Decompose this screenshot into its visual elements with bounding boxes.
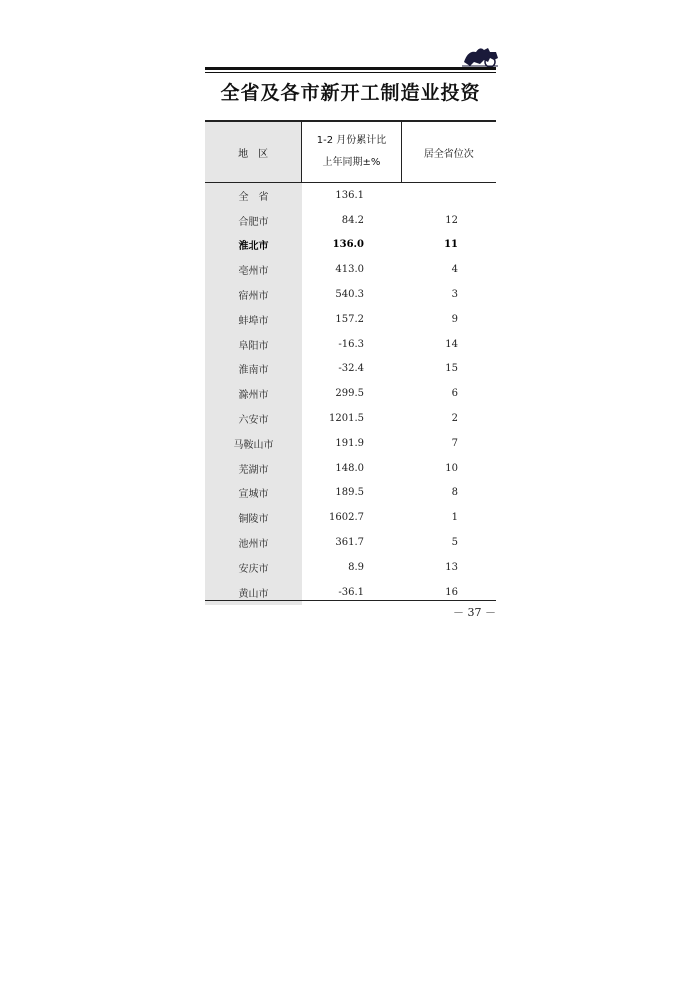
table-body (205, 183, 496, 605)
cell-value: 1201.5 (329, 413, 364, 425)
cell-region: 蚌埠市 (205, 307, 302, 332)
cell-value: 157.2 (335, 313, 364, 325)
cell-rank: 16 (445, 586, 458, 598)
table-bottom-rule (205, 600, 496, 601)
cell-value: 361.7 (335, 537, 364, 549)
cell-rank: 8 (451, 487, 458, 499)
cell-region: 六安市 (205, 406, 302, 431)
cell-value: 136.0 (332, 239, 364, 251)
investment-table (205, 120, 496, 605)
table-row (205, 307, 496, 332)
cell-rank: 2 (451, 413, 458, 425)
page-title: 全省及各市新开工制造业投资 (220, 82, 481, 104)
cell-value: -32.4 (338, 363, 364, 375)
cell-rank: 13 (445, 561, 458, 573)
cell-region: 芜湖市 (205, 456, 302, 481)
cell-rank: 3 (451, 289, 458, 301)
cell-rank: 9 (451, 313, 458, 325)
cell-value: 299.5 (335, 388, 364, 400)
table-row (205, 456, 496, 481)
table-header-row (205, 120, 496, 183)
cell-value: 189.5 (335, 487, 364, 499)
cell-value: 191.9 (335, 437, 364, 449)
cell-region: 淮北市 (205, 233, 302, 258)
cell-rank: 1 (451, 512, 458, 524)
table-row (205, 431, 496, 456)
table-row (205, 481, 496, 506)
cell-value: -16.3 (338, 338, 364, 350)
table-row (205, 257, 496, 282)
table-row (205, 381, 496, 406)
header-region: 地 区 (205, 122, 301, 182)
cell-region: 亳州市 (205, 257, 302, 282)
cell-value: 148.0 (335, 462, 364, 474)
header-rule-thin (205, 72, 496, 73)
header-value-line1: 1-2 月份累计比 (316, 135, 387, 146)
cell-region: 宣城市 (205, 481, 302, 506)
cell-region: 铜陵市 (205, 505, 302, 530)
table-row (205, 183, 496, 208)
cell-value: 413.0 (335, 264, 364, 276)
header-value (301, 122, 401, 182)
cell-region: 滁州市 (205, 381, 302, 406)
table-row (205, 282, 496, 307)
cell-region: 黄山市 (205, 580, 302, 605)
header-rule-thick (205, 67, 496, 70)
cell-value: 1602.7 (329, 512, 364, 524)
cell-value: -36.1 (338, 586, 364, 598)
cell-rank: 4 (451, 264, 458, 276)
page-number: － 37 － (453, 606, 496, 619)
header-rank: 居全省位次 (423, 148, 474, 160)
cell-region: 安庆市 (205, 555, 302, 580)
cell-value: 136.1 (335, 189, 364, 201)
cell-region: 淮南市 (205, 357, 302, 382)
cell-rank: 10 (445, 462, 458, 474)
table-row (205, 233, 496, 258)
cell-rank: 6 (451, 388, 458, 400)
table-row (205, 530, 496, 555)
table-row (205, 555, 496, 580)
table-row (205, 208, 496, 233)
table-row (205, 332, 496, 357)
cell-value: 540.3 (335, 289, 364, 301)
cell-rank: 12 (445, 214, 458, 226)
table-row (205, 357, 496, 382)
cell-rank: 7 (451, 437, 458, 449)
cell-region: 宿州市 (205, 282, 302, 307)
cell-rank: 14 (445, 338, 458, 350)
cell-region: 合肥市 (205, 208, 302, 233)
cell-region: 池州市 (205, 530, 302, 555)
cell-rank: 5 (451, 537, 458, 549)
table-row (205, 505, 496, 530)
cell-value: 8.9 (348, 561, 364, 573)
cell-value: 84.2 (341, 214, 364, 226)
cell-region: 全 省 (205, 183, 302, 208)
cell-region: 马鞍山市 (205, 431, 302, 456)
header-value-line2: 上年同期±% (322, 157, 381, 168)
cell-rank: 15 (445, 363, 458, 375)
table-row (205, 406, 496, 431)
cell-rank: 11 (444, 239, 458, 251)
cell-region: 阜阳市 (205, 332, 302, 357)
publication-logo (460, 40, 500, 70)
cell-rank (401, 183, 496, 208)
